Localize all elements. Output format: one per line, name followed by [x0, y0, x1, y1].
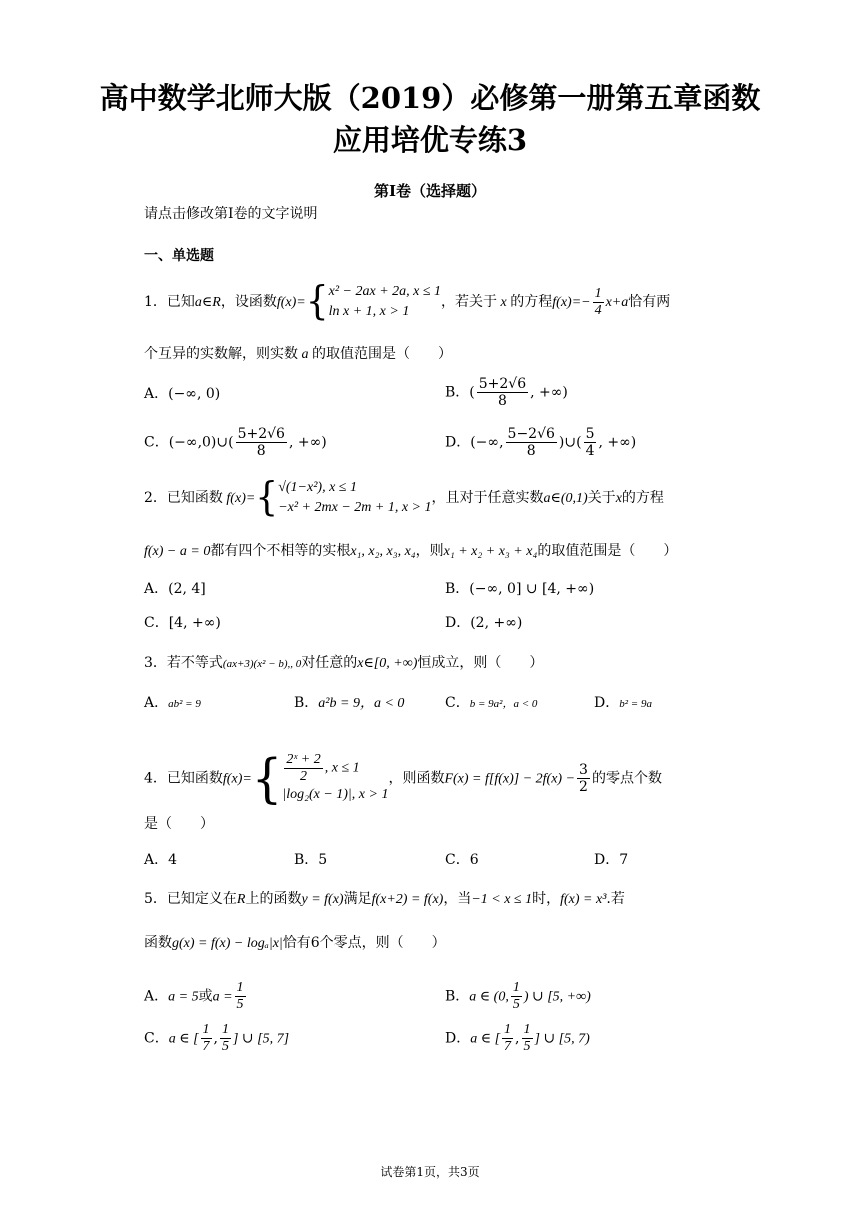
q2-text: 的取值范围是（ ）: [537, 543, 678, 559]
q3-opt-math: ab² = 9: [168, 698, 201, 710]
q1-var-a: a: [298, 347, 312, 362]
q5-opt-label: D．: [445, 1030, 471, 1047]
q5-text: 5．已知定义在: [144, 891, 237, 907]
fraction-numerator: 2ˣ + 2: [286, 752, 321, 767]
q1-math: a∈R: [194, 295, 221, 310]
fraction-numerator: 5+2√6: [478, 376, 527, 392]
fraction-denominator: 4: [585, 443, 595, 459]
q2-var-x: x: [615, 491, 622, 506]
q3-opt-label: C．: [445, 695, 470, 711]
q1-opt-text: , +∞): [530, 384, 568, 401]
q1-opt-text: , +∞): [288, 434, 327, 451]
q3-opt-label: A．: [144, 695, 169, 711]
fraction-denominator: 2: [300, 769, 308, 784]
q4-function: f(x)=: [222, 771, 252, 787]
q3-text: 恒成立，则（ ）: [417, 655, 544, 671]
fraction-denominator: 8: [497, 393, 507, 409]
q5-math: R: [236, 892, 246, 907]
q5-text: 上的函数: [245, 891, 302, 907]
q5-math: g(x) = f(x) − logₐ|x|: [172, 936, 283, 951]
q1-var-x: x: [497, 295, 511, 310]
q5-opt-math: ] ∪ [5, 7]: [232, 1031, 290, 1047]
q2-option-a[interactable]: A．(2, 4]: [144, 581, 206, 597]
q1-case-1: x² − 2ax + 2a, x ≤ 1: [328, 284, 442, 299]
question-3-stem: [144, 653, 543, 674]
q3-opt-label: D．: [594, 695, 620, 711]
q5-opt-math: a = 5: [168, 989, 199, 1005]
volume-note: 请点击修改第I卷的文字说明: [144, 206, 318, 222]
q1-text: 恰有两: [628, 294, 671, 310]
q4-piecewise: [282, 752, 388, 805]
q3-opt-math: b = 9a²，a < 0: [469, 698, 538, 710]
question-1-stem: [144, 278, 671, 324]
q5-option-a[interactable]: A．a = 5或a = $\frac{1}{5}$: [144, 980, 244, 1012]
question-5-stem: [144, 889, 625, 910]
q1-opt-text: C．(−∞,0)∪(: [144, 434, 234, 451]
document-title-line-1: 高中数学北师大版（2019）必修第一册第五章函数: [99, 81, 761, 115]
q1-function: f(x)=: [276, 295, 306, 310]
q1-text: 个互异的实数解，则实数: [144, 346, 298, 362]
q4-option-d[interactable]: D．7: [594, 852, 629, 868]
q5-text: 函数: [144, 935, 172, 951]
q1-opt-text: B．(: [445, 384, 475, 401]
q3-option-c[interactable]: [445, 693, 537, 714]
q2-function: f(x)=: [222, 491, 256, 506]
q3-option-b[interactable]: [294, 693, 404, 714]
q4-text: ，则函数: [388, 770, 445, 787]
q1-option-c[interactable]: [144, 426, 327, 459]
q4-case-cond: , x ≤ 1: [324, 760, 360, 776]
q2-text: 都有四个不相等的实根: [210, 543, 351, 559]
q5-text: 时，: [532, 891, 561, 907]
q1-option-a[interactable]: A．(−∞, 0): [144, 386, 221, 402]
q4-math: F(x) = f[f(x)] − 2f(x) −: [444, 771, 576, 787]
q2-case-1: √(1−x²), x ≤ 1: [278, 480, 357, 495]
q4-text: 4．已知函数: [144, 770, 223, 787]
question-2-stem-cont: [144, 541, 677, 562]
q2-case-2: −x² + 2mx − 2m + 1, x > 1: [278, 500, 432, 515]
q1-text: ，设函数: [220, 294, 277, 310]
question-4-stem: [144, 747, 662, 810]
q3-option-d[interactable]: [594, 693, 652, 714]
q5-opt-label: A．: [144, 988, 169, 1005]
brace-glyph: {: [305, 278, 329, 324]
q5-option-d[interactable]: D．a ∈ [ $\frac{1}{7}$ , $\frac{1}{5}$ ] ∪ [5, 7): [445, 1022, 590, 1054]
q5-text: 恰有6个零点，则（ ）: [282, 935, 446, 951]
q1-text: 的方程: [510, 294, 553, 310]
q4-option-a[interactable]: A．4: [144, 852, 178, 868]
q4-text: 的零点个数: [591, 770, 662, 787]
q5-text: 满足: [343, 891, 372, 907]
q1-text: 1．已知: [144, 294, 195, 310]
q1-opt-text: D．(−∞,: [445, 434, 504, 451]
q2-option-b[interactable]: B．(−∞, 0] ∪ [4, +∞): [445, 581, 595, 597]
q3-opt-math: a²b = 9，a < 0: [318, 696, 405, 711]
q4-case-2: |log₂(x − 1)|, x > 1: [282, 787, 389, 802]
q1-piecewise: [329, 282, 441, 322]
q1-case-2: ln x + 1, x > 1: [328, 304, 410, 319]
fraction-denominator: 8: [256, 443, 266, 459]
q5-opt-math: a =: [212, 989, 233, 1005]
q2-math: x₁, x₂, x₃, x₄: [350, 544, 416, 559]
document-title-line-2: 应用培优专练3: [332, 123, 528, 157]
q5-opt-math: a ∈ (0,: [469, 989, 509, 1005]
q5-opt-text: 或: [198, 988, 213, 1005]
q2-math: a∈(0,1): [543, 491, 588, 506]
fraction-denominator: 8: [526, 443, 536, 459]
q2-text: 关于: [587, 490, 616, 506]
q3-math: x∈[0, +∞): [357, 656, 418, 671]
q2-text: 的方程: [621, 490, 664, 506]
q3-option-a[interactable]: [144, 693, 201, 714]
section-heading: 一、单选题: [144, 248, 214, 264]
fraction-numerator: 5: [585, 426, 595, 442]
q1-option-b[interactable]: [445, 376, 568, 409]
q3-opt-math: b² = 9a: [619, 698, 652, 710]
q3-opt-label: B．: [294, 695, 319, 711]
q5-opt-math: ] ∪ [5, 7): [534, 1031, 590, 1047]
q5-opt-math: ) ∪ [5, +∞): [523, 989, 591, 1005]
question-2-stem: [144, 474, 664, 520]
q1-equation: f(x)=− $\frac{1}{4}$ x+a: [552, 286, 629, 319]
q5-text: ，当: [443, 891, 472, 907]
q4-option-c[interactable]: C．6: [445, 852, 479, 868]
fraction-denominator: 2: [579, 779, 588, 795]
q4-option-b[interactable]: B．5: [294, 852, 328, 868]
q5-math: f(x) = x³: [560, 892, 607, 907]
question-1-stem-cont: [144, 344, 452, 365]
q3-math: (ax+3)(x² − b),, 0: [222, 658, 302, 670]
q2-text: 2．已知函数: [144, 490, 223, 506]
q5-opt-math: a ∈ [: [168, 1031, 199, 1047]
q2-math: x₁ + x₂ + x₃ + x₄: [443, 544, 538, 559]
fraction-numerator: 5+2√6: [237, 426, 285, 442]
q5-opt-label: C．: [144, 1030, 169, 1047]
q2-text: ，且对于任意实数: [431, 490, 544, 506]
fraction-numerator: 5−2√6: [507, 426, 555, 442]
page-footer: 试卷第1页，共3页: [380, 1165, 480, 1179]
q4-case-1: [282, 752, 388, 785]
brace-glyph: {: [255, 474, 279, 520]
q2-text: ，则: [415, 543, 444, 559]
q5-math: −1 < x ≤ 1: [471, 892, 533, 907]
volume-title: 第I卷（选择题）: [373, 182, 487, 200]
q3-text: 对任意的: [301, 655, 358, 671]
q1-text: 的取值范围是（ ）: [312, 346, 452, 362]
q3-text: 3．若不等式: [144, 655, 223, 671]
q5-math: y = f(x): [301, 892, 344, 907]
q5-opt-math: a ∈ [: [470, 1031, 501, 1047]
q2-option-d[interactable]: D．(2, +∞): [445, 615, 523, 631]
q5-opt-label: B．: [445, 988, 470, 1005]
q5-text: .若: [606, 891, 625, 907]
q2-math: f(x) − a = 0: [144, 544, 211, 559]
fraction-numerator: 3: [579, 762, 588, 778]
q5-option-c[interactable]: C．a ∈ [ $\frac{1}{7}$ , $\frac{1}{5}$ ] ∪ [5, 7]: [144, 1022, 290, 1054]
q2-piecewise: [278, 478, 431, 518]
q1-opt-text: )∪(: [558, 434, 582, 451]
q1-opt-text: , +∞): [598, 434, 637, 451]
brace-glyph: {: [251, 747, 283, 810]
question-5-stem-cont: [144, 933, 446, 954]
q5-option-b[interactable]: B．a ∈ (0, $\frac{1}{5}$ ) ∪ [5, +∞): [445, 980, 591, 1012]
q5-math: f(x+2) = f(x): [371, 892, 444, 907]
question-4-stem-cont: 是（ ）: [144, 816, 214, 832]
q2-option-c[interactable]: C．[4, +∞): [144, 615, 221, 631]
q1-option-d[interactable]: [445, 426, 636, 459]
q1-text: ，若关于: [441, 294, 498, 310]
